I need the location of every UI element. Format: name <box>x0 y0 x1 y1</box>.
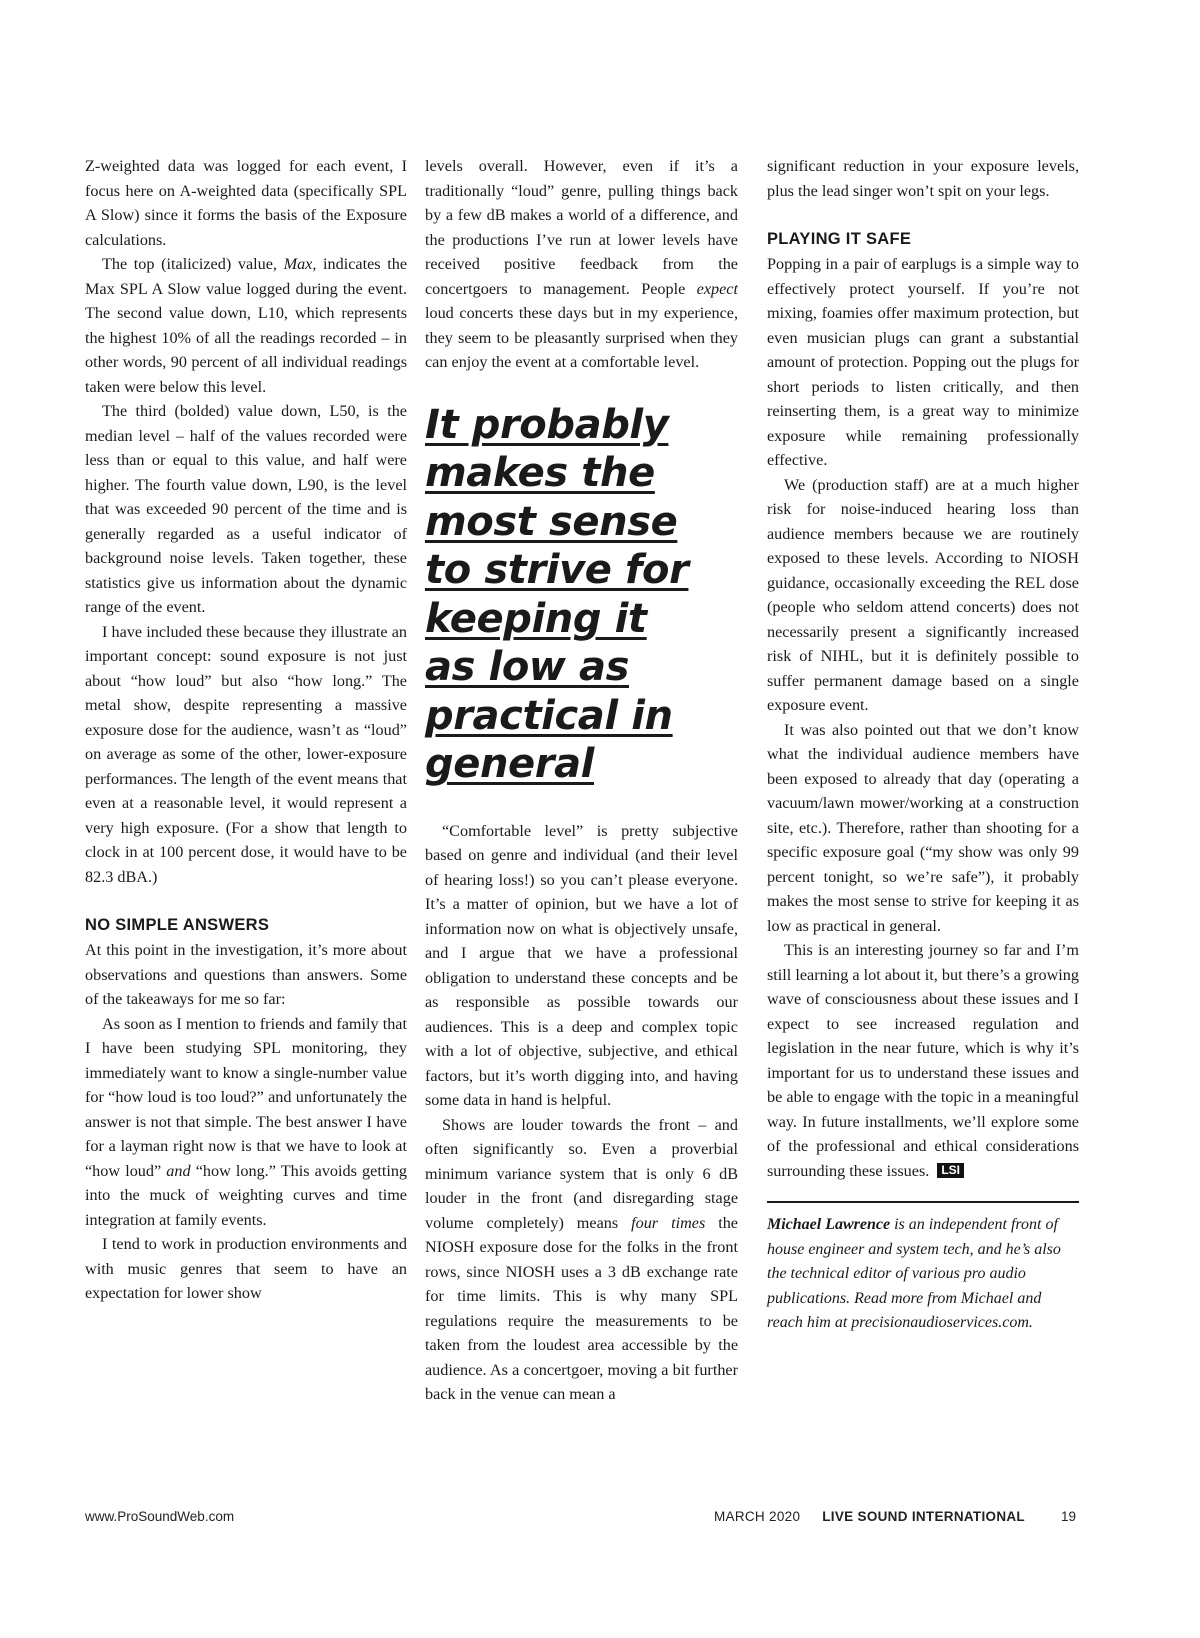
paragraph: It was also pointed out that we don’t know what the individual audience members have been exposed to already that day (operating a vacuum/lawn mower/working at a construction site, etc.). Therefore, rather than shooting for a specific exposure goal (“my show was only 99 percent tonight, so we’re safe”), it probably makes the most sense to strive for keeping it as low as practical in general. <box>767 720 1079 935</box>
pull-quote-line: makes the <box>425 450 655 496</box>
author-bio: Michael Lawrence is an independent front of house engineer and system tech, and he’s also the technical editor of various pro audio publications. Read more from Michael and reach him at precisionaudioservices.com. <box>767 1216 1061 1331</box>
pull-quote-line: general <box>425 741 594 787</box>
footer-website: www.ProSoundWeb.com <box>85 1509 235 1524</box>
article-column-1 <box>85 154 407 1306</box>
paragraph: We (production staff) are at a much higher risk for noise-induced hearing loss than audience members because we are routinely exposed to these levels. According to NIOSH guidance, occasionally exceeding the REL dose (people who seldom attend concerts) does not necessarily present a significantly increased risk of NIHL, but it is definitely possible to suffer permanent damage based on a single exposure event. <box>767 475 1079 714</box>
paragraph: I tend to work in production environments and with music genres that seem to have an expectation for lower show <box>85 1235 407 1302</box>
paragraph: I have included these because they illustrate an important concept: sound exposure is not just about “how loud” but also “how long.” The metal show, despite representing a massive exposure dose for the audience, wasn’t as “loud” on average as some of the other, lower-exposure performances. The length of the event means that even at a reasonable level, it would represent a very high exposure. (For a show that length to clock in at 100 percent dose, it would have to be 82.3 dBA.) <box>85 622 407 886</box>
footer-folio <box>714 1508 1076 1526</box>
footer-date: MARCH 2020 <box>713 1509 801 1524</box>
pull-quote-line: keeping it <box>425 595 647 642</box>
pull-quote-line: as low as <box>425 644 629 690</box>
paragraph: Z-weighted data was logged for each event, I focus here on A-weighted data (specifically SPL A Slow) since it forms the basis of the Exposure calculations. <box>85 157 407 249</box>
paragraph: levels overall. However, even if it’s a traditionally “loud” genre, pulling things back by a few dB makes a world of a difference, and the productions I’ve run at lower levels have received positive feedback from the concertgoers to management. People expect loud concerts these days but in my experience, they seem to be pleasantly surprised when they can enjoy the event at a comfortable level. <box>425 157 738 371</box>
section-heading: PLAYING IT SAFE <box>767 230 912 248</box>
paragraph: As soon as I mention to friends and family that I have been studying SPL monitoring, they immediately want to know a single-number value for “how loud is too loud?” and unfortunately the answer is not that simple. The best answer I have for a layman right now is that we have to look at “how loud” and “how long.” This avoids getting into the muck of weighting curves and time integration at family events. <box>85 1014 408 1229</box>
paragraph: Shows are louder towards the front – and often significantly so. Even a proverbial minimum variance system that is only 6 dB louder in the front (and disregarding stage volume completely) means four times the NIOSH exposure dose for the folks in the front rows, since NIOSH uses a 3 dB exchange rate for time limits. This is why many SPL regulations require the measurements to be taken from the loudest area accessible by the audience. As a concertgoer, moving a bit further back in the venue can mean a <box>425 1115 738 1403</box>
paragraph: The top (italicized) value, Max, indicates the Max SPL A Slow value logged during the event. The second value down, L10, which represents the highest 10% of all the readings recorded – in other words, 90 percent of all individual readings taken were below this level. <box>85 255 408 396</box>
bio-divider <box>767 1201 1079 1203</box>
page-number: 19 <box>1060 1509 1076 1524</box>
pull-quote-line: most sense <box>425 498 678 545</box>
author-name: Michael Lawrence <box>767 1216 891 1233</box>
footer-publication: LIVE SOUND INTERNATIONAL <box>822 1509 1025 1524</box>
paragraph: Popping in a pair of earplugs is a simple way to effectively protect yourself. If you’re not mixing, foamies offer maximum protection, but even musician plugs can grant a substantial amount of protection. Popping out the plugs for short periods to listen critically, and then reinserting them, is a great way to minimize exposure while remaining professionally effective. <box>767 255 1079 469</box>
article-column-2 <box>425 154 738 1407</box>
pull-quote-line: to strive for <box>425 547 689 593</box>
paragraph: “Comfortable level” is pretty subjective based on genre and individual (and their level of hearing loss!) so you can’t please everyone. It’s a matter of opinion, but we have a lot of information now on what is objectively unsafe, and I argue that we have a professional obligation to understand these concepts and be as responsible as possible towards our audiences. This is a deep and complex topic with a lot of objective, subjective, and ethical factors, but it’s worth digging into, and having some data in hand is helpful. <box>425 821 738 1109</box>
pull-quote-line: practical in <box>425 692 673 739</box>
end-mark-badge: LSI <box>937 1163 964 1178</box>
pull-quote-line: It probably <box>425 401 669 448</box>
article-column-3 <box>767 154 1079 1336</box>
section-heading: NO SIMPLE ANSWERS <box>85 916 270 934</box>
paragraph: The third (bolded) value down, L50, is the median level – half of the values recorded were less than or equal to this value, and half were higher. The fourth value down, L90, is the level that was exceeded 90 percent of the time and is generally regarded as a useful indicator of background noise levels. Taken together, these statistics give us information about the dynamic range of the event. <box>85 402 407 616</box>
paragraph: significant reduction in your exposure levels, plus the lead singer won’t spit on your legs. <box>767 157 1079 200</box>
paragraph: At this point in the investigation, it’s more about observations and questions than answers. Some of the takeaways for me so far: <box>85 941 407 1008</box>
paragraph: This is an interesting journey so far and I’m still learning a lot about it, but there’s a growing wave of consciousness about these issues and I expect to see increased regulation and legislation in the near future, which is why it’s important for us to understand these issues and be able to engage with the topic in a meaningful way. In future installments, we’ll explore some of the professional and ethical considerations surrounding these issues. LSI <box>767 941 1079 1180</box>
pull-quote <box>425 401 738 789</box>
